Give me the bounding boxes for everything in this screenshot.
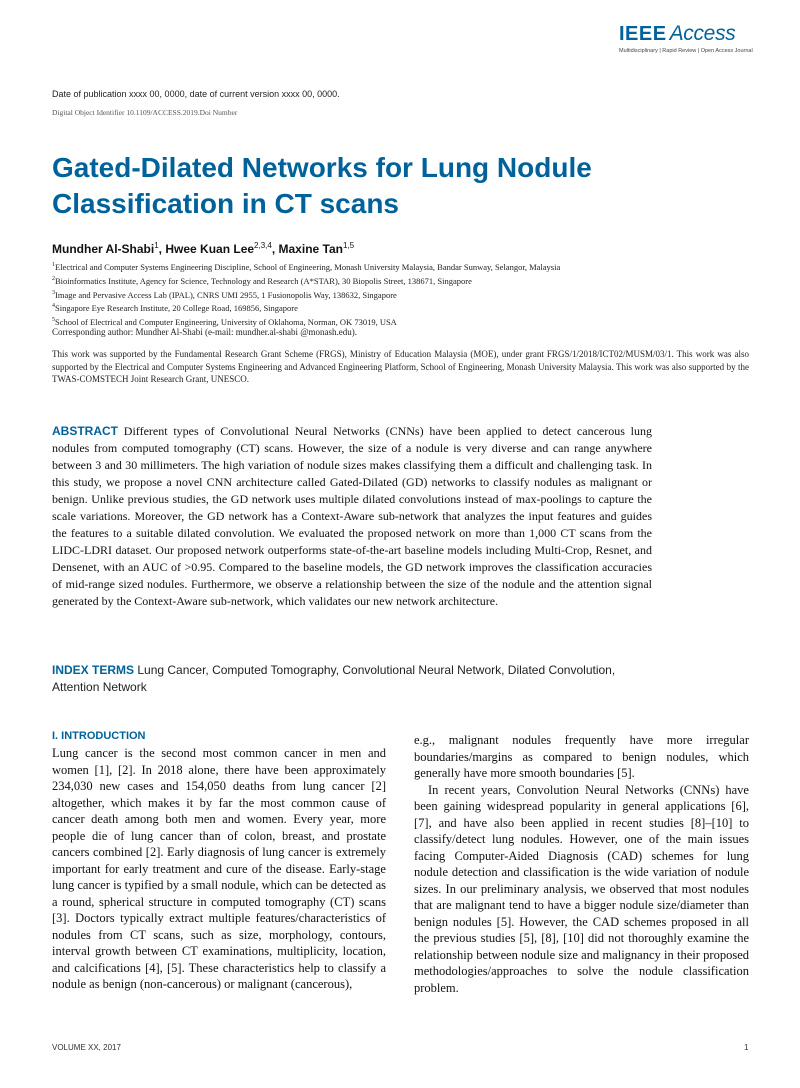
author-affiliation-sup: 1,5 (342, 241, 355, 250)
affiliation-text: Singapore Eye Research Institute, 20 College Road, 169856, Singapore (55, 303, 298, 314)
affiliation-text: Electrical and Computer Systems Engineering Discipline, School of Engineering, Monash University Malaysia, Bandar Sunway, Selangor, Malaysia (55, 261, 561, 272)
affiliation-line (52, 287, 560, 301)
abstract-text: Different types of Convolutional Neural Networks (CNNs) have been applied to detect cancerous lung nodules from computed tomography (CT) scans. However, the size of a nodule is very diverse and can range anywhere between 3 and 30 millimeters. The high variation of nodule sizes makes classifying them a difficult and challenging task. In this study, we propose a novel CNN architecture called Gated-Dilated (GD) networks to classify nodules as malignant or benign. Unlike previous studies, the GD network uses multiple dilated convolutions instead of max-poolings to capture the scale variations. Moreover, the GD network has a Context-Aware sub-network that analyzes the input features and guides the features to a suitable dilated convolution. We evaluated the proposed network on more than 1,000 CT scans from the LIDC-LDRI dataset. Our proposed network outperforms state-of-the-art baseline models including Multi-Crop, Resnet, and Densenet, with an AUC of >0.95. Compared to the baseline models, the GD network improves the classification accuracies of mid-range sized nodules. Furthermore, we observe a relationship between the size of the nodule and the attention signal generated by the Context-Aware sub-network, which validates our new network architecture. (52, 424, 653, 608)
author-name: Maxine Tan (278, 242, 343, 256)
abstract (52, 423, 652, 610)
page-number: 1 (744, 1043, 749, 1052)
affiliation-text: Image and Pervasive Access Lab (IPAL), CNRS UMI 2955, 1 Fusionopolis Way, 138632, Singapore (55, 289, 397, 300)
paragraph: Lung cancer is the second most common cancer in men and women [1], [2]. In 2018 alone, there have been approximately 234,030 new cases and 154,050 deaths from lung cancer [2] altogether, which makes it by far the most common cause of cancer death among both men and women. Every year, more people die of lung cancer than of colon, breast, and prostate cancers combined [2]. Early diagnosis of lung cancer is extremely important for early treatment and cure of the disease. Early-stage lung cancer is typified by a small nodule, which can be detected as a round, spherical structure in computed tomography (CT) scans [3]. Doctors typically extract multiple features/characteristics of nodules from CT scans, such as size, morphology, contours, interval growth between CT examinations, multiplicity, location, and calcifications [4], [5]. These characteristics help to classify a nodule as benign (non-cancerous) or malignant (cancerous), (52, 746, 386, 991)
logo-access: Access (669, 22, 736, 45)
affiliation-sup: 3 (52, 289, 55, 296)
index-terms-label: INDEX TERMS (52, 663, 135, 677)
affiliation-sup: 2 (52, 275, 55, 282)
author-affiliation-sup: 2,3,4 (254, 241, 272, 250)
section-heading-introduction: I. INTRODUCTION (52, 730, 146, 742)
logo-ieee: IEEE (619, 23, 667, 45)
author-name: Hwee Kuan Lee (165, 242, 255, 256)
ieee-access-logo (619, 22, 753, 62)
funding-statement: This work was supported by the Fundamental Research Grant Scheme (FRGS), Ministry of Education Malaysia (MOE), under grant FRGS/1/2018/ICT02/MUSM/03/1. This work was also supported by the Electrical and Computer Systems Engineering and Advanced Engineering Platform, School of Engineering, Monash University Malaysia. This work was also supported by the TWAS-COMSTECH Joint Research Grant, UNESCO. (52, 349, 749, 384)
affiliation-line (52, 273, 560, 287)
affiliation-line (52, 259, 560, 273)
author-affiliation-sup: 1 (154, 241, 159, 250)
paper-title: Gated-Dilated Networks for Lung Nodule Classification in CT scans (52, 152, 592, 219)
affiliations (52, 259, 560, 328)
publication-date: Date of publication xxxx 00, 0000, date of current version xxxx 00, 0000. (52, 89, 340, 99)
affiliation-sup: 1 (52, 262, 55, 268)
author-list: Mundher Al-Shabi$^1$, Hwee Kuan Lee$^{2,3,4}$, Maxine Tan$^{1,5}$ (52, 241, 355, 256)
footer-volume: VOLUME XX, 2017 (52, 1043, 121, 1052)
affiliation-text: Bioinformatics Institute, Agency for Science, Technology and Research (A*STAR), 30 Biopolis Street, 138671, Singapore (55, 275, 472, 286)
abstract-label: ABSTRACT (52, 424, 118, 438)
paragraph: In recent years, Convolution Neural Networks (CNNs) have been gaining widespread popularity in general applications [6], [7], and have also been applied in recent studies [8]–[10] to classify/detect lung nodules. However, one of the main issues facing Computer-Aided Diagnosis (CAD) schemes for lung nodule detection and classification is the wide variation of nodule sizes. In our preliminary analysis, we observed that most nodules that are malignant tend to have a bigger nodule size/diameter than benign nodules [5]. However, the CAD schemes proposed in all the previous studies [5], [8], [10] did not thoroughly examine the relationship between nodule size and malignancy in their proposed methodologies/approaches to solve the nodule classification problem. (414, 782, 749, 995)
doi: Digital Object Identifier 10.1109/ACCESS.2019.Doi Number (52, 108, 238, 117)
affiliation-text: School of Electrical and Computer Engineering, University of Oklahoma, Norman, OK 73019, USA (55, 317, 397, 328)
index-terms (52, 662, 652, 696)
index-terms-text: Lung Cancer, Computed Tomography, Convolutional Neural Network, Dilated Convolution, Attention Network (52, 663, 616, 694)
body-column-left (52, 745, 386, 993)
body-column-right (414, 732, 749, 996)
corresponding-author: Corresponding author: Mundher Al-Shabi (e-mail: mundher.al-shabi @monash.edu). (52, 327, 357, 337)
affiliation-line (52, 300, 560, 314)
author-name: Mundher Al-Shabi (52, 242, 155, 256)
logo-tagline: Multidisciplinary | Rapid Review | Open Access Journal (619, 48, 753, 54)
paragraph: e.g., malignant nodules frequently have more irregular boundaries/margins as compared to benign nodules, which generally have more smooth boundaries [5]. (414, 733, 749, 780)
affiliation-sup: 5 (52, 317, 55, 324)
affiliation-sup: 4 (52, 303, 55, 310)
